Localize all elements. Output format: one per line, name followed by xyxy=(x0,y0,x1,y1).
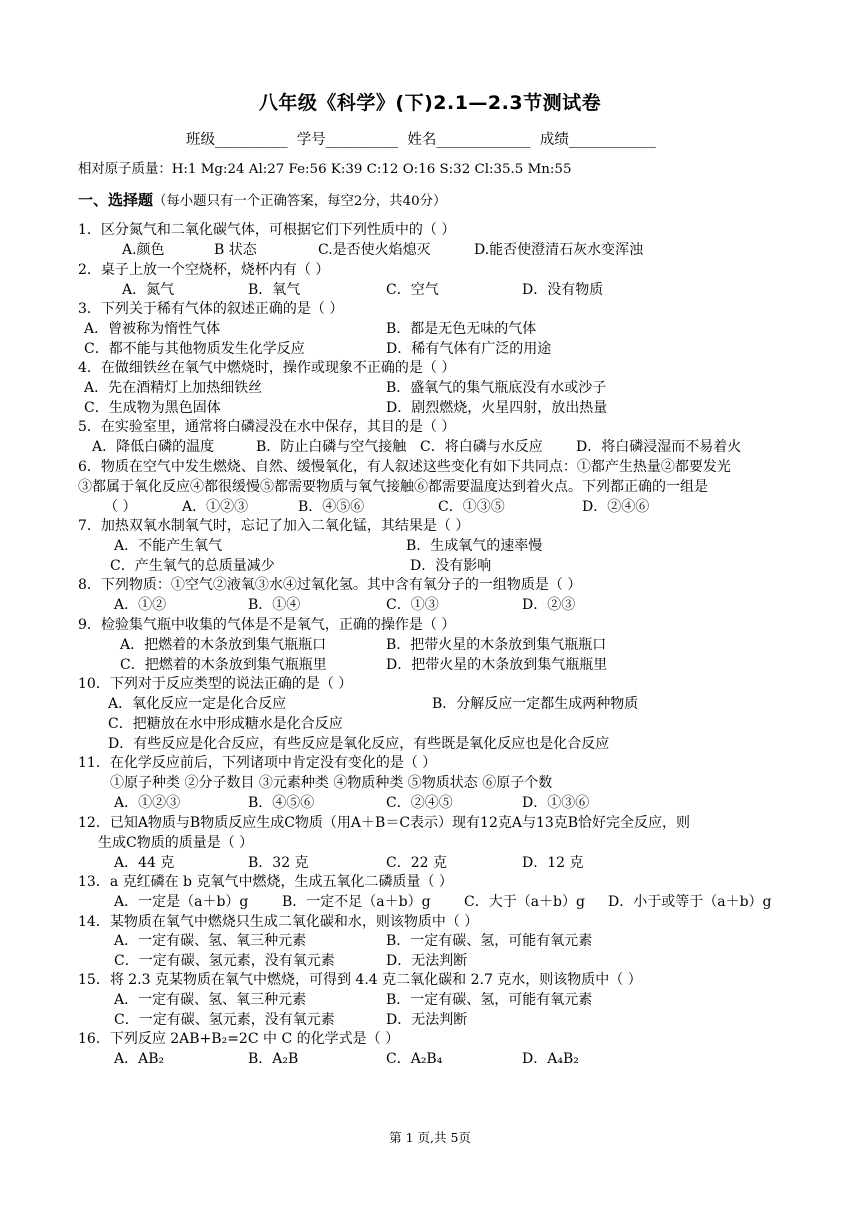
option-c: C．产生氧气的总质量减少 xyxy=(110,558,275,574)
section-note: （每小题只有一个正确答案，每空2分，共40分） xyxy=(153,194,447,209)
option-c: C．一定有碳、氢元素，没有氧元素 xyxy=(114,1012,335,1028)
option-a: A．氧化反应一定是化合反应 xyxy=(108,696,287,712)
question-11-stem: 11．在化学反应前后，下列诸项中肯定没有变化的是（ ） xyxy=(78,755,437,771)
question-7-stem: 7．加热双氧水制氧气时，忘记了加入二氧化锰，其结果是（ ） xyxy=(78,518,470,534)
option-b: B．④⑤⑥ xyxy=(248,795,315,811)
option-d: D．把带火星的木条放到集气瓶瓶里 xyxy=(386,657,608,673)
option-c: C．生成物为黑色固体 xyxy=(84,400,221,416)
option-d: D．②③ xyxy=(522,597,576,613)
question-5-stem: 5．在实验室里，通常将白磷浸没在水中保存，其目的是（ ） xyxy=(78,419,456,435)
option-a: A．一定是（a＋b）g xyxy=(114,894,249,910)
question-6-stem: 6．物质在空气中发生燃烧、自然、缓慢氧化，有人叙述这些变化有如下共同点：①都产生热量②都要发光 xyxy=(78,459,731,475)
option-d: D．小于或等于（a＋b）g xyxy=(608,894,772,910)
option-a: A．降低白磷的温度 xyxy=(92,439,215,455)
option-d: D．A₄B₂ xyxy=(522,1051,579,1067)
question-15-stem: 15．将 2.3 克某物质在氧气中燃烧，可得到 4.4 克二氧化碳和 2.7 克水，则该物质中（ ） xyxy=(78,972,642,988)
option-b: B．一定有碳、氢，可能有氧元素 xyxy=(386,933,593,949)
question-12-stem-cont: 生成C物质的质量是（ ） xyxy=(98,835,254,851)
answer-bracket: （ ） xyxy=(104,499,137,515)
option-a: A．曾被称为惰性气体 xyxy=(84,321,221,337)
question-12-stem: 12．已知A物质与B物质反应生成C物质（用A＋B＝C表示）现有12克A与13克B恰好完全反应，则 xyxy=(78,815,691,831)
option-b: B．把带火星的木条放到集气瓶瓶口 xyxy=(386,637,607,653)
student-info-line: 班级__________ 学号__________ 姓名_____________ 成绩____________ xyxy=(186,132,656,148)
option-d: D．剧烈燃烧，火星四射，放出热量 xyxy=(386,400,608,416)
option-a: A．不能产生氧气 xyxy=(114,538,223,554)
option-d: D．有些反应是化合反应，有些反应是氧化反应，有些既是氧化反应也是化合反应 xyxy=(108,736,610,752)
option-c: C．一定有碳、氢元素，没有氧元素 xyxy=(114,953,335,969)
option-c: C.是否使火焰熄灭 xyxy=(318,242,431,258)
option-a: A．①②③ xyxy=(182,499,249,515)
option-a: A.颜色 xyxy=(122,242,165,258)
option-a: A．一定有碳、氢、氧三种元素 xyxy=(114,933,307,949)
option-a: A．①②③ xyxy=(114,795,181,811)
option-b: B．④⑤⑥ xyxy=(298,499,365,515)
question-8-stem: 8．下列物质：①空气②液氧③水④过氧化氢。其中含有氧分子的一组物质是（ ） xyxy=(78,577,582,593)
option-d: D．②④⑥ xyxy=(582,499,650,515)
option-b: B 状态 xyxy=(214,242,257,258)
option-a: A．把燃着的木条放到集气瓶瓶口 xyxy=(120,637,327,653)
option-d: D．①③⑥ xyxy=(522,795,590,811)
option-c: C．22 克 xyxy=(386,855,447,871)
option-b: B．一定有碳、氢，可能有氧元素 xyxy=(386,992,593,1008)
option-c: C．①③ xyxy=(386,597,439,613)
atomic-masses: 相对原子质量：H:1 Mg:24 Al:27 Fe:56 K:39 C:12 O:16 S:32 Cl:35.5 Mn:55 xyxy=(78,162,572,177)
question-16-stem: 16．下列反应 2AB+B₂=2C 中 C 的化学式是（ ） xyxy=(78,1031,400,1047)
option-d: D.能否使澄清石灰水变浑浊 xyxy=(474,242,644,258)
option-d: D．没有物质 xyxy=(522,282,604,298)
option-b: B．生成氧气的速率慢 xyxy=(406,538,543,554)
option-d: D．无法判断 xyxy=(386,953,468,969)
question-11-items: ①原子种类 ②分子数目 ③元素种类 ④物质种类 ⑤物质状态 ⑥原子个数 xyxy=(110,775,553,791)
option-a: A．氮气 xyxy=(122,282,175,298)
option-b: B．①④ xyxy=(248,597,301,613)
question-9-stem: 9．检验集气瓶中收集的气体是不是氧气，正确的操作是（ ） xyxy=(78,617,456,633)
option-d: D．12 克 xyxy=(522,855,584,871)
option-b: B．盛氧气的集气瓶底没有水或沙子 xyxy=(386,380,607,396)
option-c: C．①③⑤ xyxy=(438,499,505,515)
option-b: B．都是无色无味的气体 xyxy=(386,321,537,337)
option-c: C．把糖放在水中形成糖水是化合反应 xyxy=(108,716,343,732)
section-heading xyxy=(78,189,446,210)
option-b: B．防止白磷与空气接触 xyxy=(256,439,407,455)
question-1-stem: 1．区分氮气和二氧化碳气体，可根据它们下列性质中的（ ） xyxy=(78,222,456,238)
option-a: A．AB₂ xyxy=(114,1051,165,1067)
page-footer: 第 1 页,共 5页 xyxy=(389,1130,471,1145)
question-13-stem: 13．a 克红磷在 b 克氧气中燃烧，生成五氧化二磷质量（ ） xyxy=(78,874,453,890)
option-c: C．A₂B₄ xyxy=(386,1051,443,1067)
option-d: D．将白磷浸湿而不易着火 xyxy=(576,439,742,455)
option-c: C．将白磷与水反应 xyxy=(420,439,543,455)
option-c: C．把燃着的木条放到集气瓶瓶里 xyxy=(120,657,327,673)
option-c: C．②④⑤ xyxy=(386,795,453,811)
question-3-stem: 3．下列关于稀有气体的叙述正确的是（ ） xyxy=(78,301,344,317)
option-c: C．大于（a＋b）g xyxy=(464,894,585,910)
question-14-stem: 14．某物质在氧气中燃烧只生成二氧化碳和水，则该物质中（ ） xyxy=(78,914,479,930)
question-2-stem: 2．桌子上放一个空烧杯，烧杯内有（ ） xyxy=(78,262,330,278)
section-title: 一、选择题 xyxy=(78,191,154,209)
option-a: A．一定有碳、氢、氧三种元素 xyxy=(114,992,307,1008)
option-a: A．先在酒精灯上加热细铁丝 xyxy=(84,380,263,396)
option-c: C．空气 xyxy=(386,282,439,298)
question-4-stem: 4．在做细铁丝在氧气中燃烧时，操作或现象不正确的是（ ） xyxy=(78,360,456,376)
option-d: D．稀有气体有广泛的用途 xyxy=(386,341,552,357)
option-b: B．分解反应一定都生成两种物质 xyxy=(432,696,639,712)
option-c: C．都不能与其他物质发生化学反应 xyxy=(84,341,305,357)
question-6-stem-cont: ③都属于氧化反应④都很缓慢⑤都需要物质与氧气接触⑥都需要温度达到着火点。下列都正确的一组是 xyxy=(78,479,708,495)
exam-title: 八年级《科学》(下)2.1—2.3节测试卷 xyxy=(258,92,602,114)
option-a: A．44 克 xyxy=(114,855,175,871)
option-b: B．A₂B xyxy=(248,1051,299,1067)
option-a: A．①② xyxy=(114,597,167,613)
option-b: B．一定不足（a＋b）g xyxy=(282,894,431,910)
option-b: B．氧气 xyxy=(248,282,301,298)
option-d: D．没有影响 xyxy=(410,558,492,574)
question-10-stem: 10．下列对于反应类型的说法正确的是（ ） xyxy=(78,676,353,692)
option-b: B．32 克 xyxy=(248,855,309,871)
option-d: D．无法判断 xyxy=(386,1012,468,1028)
